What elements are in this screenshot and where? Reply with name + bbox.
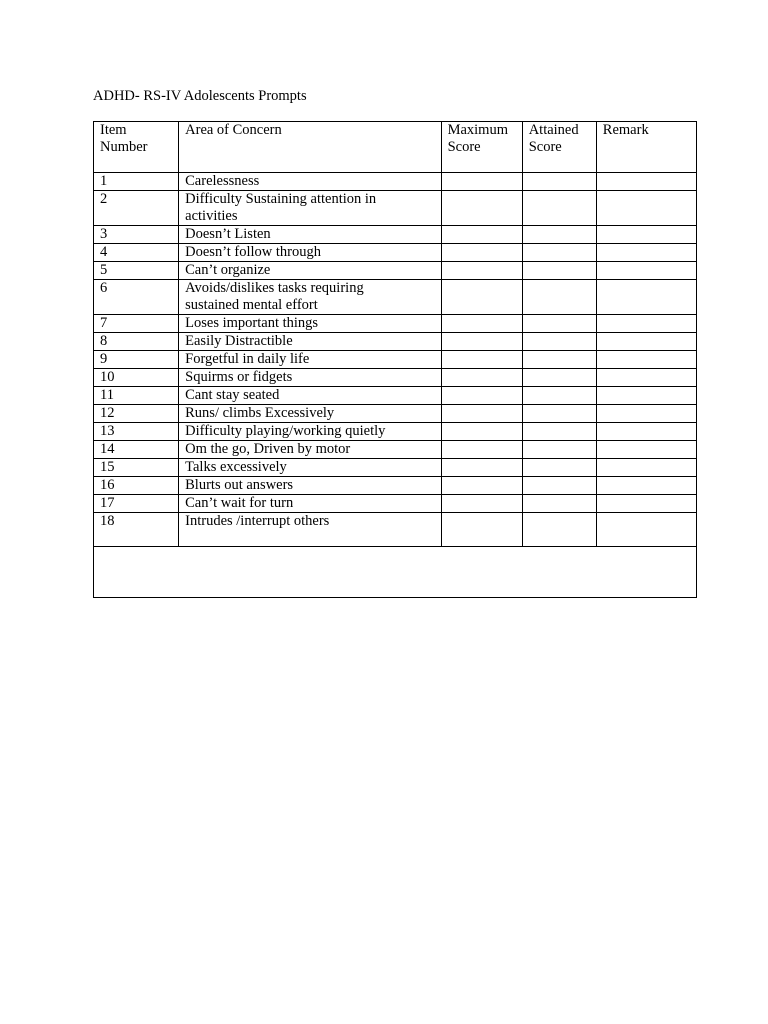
maximum-score-cell[interactable] [441,351,522,369]
remark-cell[interactable] [596,423,696,441]
remark-cell[interactable] [596,315,696,333]
table-footer-row [94,547,697,598]
area-of-concern-cell [179,423,441,441]
area-of-concern-cell [179,441,441,459]
attained-score-cell[interactable] [522,351,596,369]
attained-score-cell[interactable] [522,369,596,387]
header-area-of-concern: Area of Concern [179,122,441,173]
area-of-concern-cell [179,369,441,387]
area-of-concern-text: Runs/ climbs Excessively [185,405,335,421]
remark-cell[interactable] [596,477,696,495]
area-of-concern-text: Squirms or fidgets [185,369,293,385]
item-number-cell: 14 [94,441,179,459]
item-number-cell: 9 [94,351,179,369]
item-number-cell: 15 [94,459,179,477]
table-row [94,280,697,315]
area-of-concern-cell [179,495,441,513]
area-of-concern-cell [179,173,441,191]
attained-score-cell[interactable] [522,459,596,477]
table-row [94,262,697,280]
area-of-concern-cell [179,405,441,423]
attained-score-cell[interactable] [522,226,596,244]
area-of-concern-cell [179,280,441,315]
item-number-cell: 17 [94,495,179,513]
area-of-concern-text: Easily Distractible [185,333,293,349]
remark-cell[interactable] [596,280,696,315]
table-row [94,315,697,333]
remark-cell[interactable] [596,459,696,477]
header-item-number-line-1: Item [100,122,127,138]
area-of-concern-text: Om the go, Driven by motor [185,441,351,457]
area-of-concern-text: Difficulty playing/working quietly [185,423,386,439]
maximum-score-cell[interactable] [441,477,522,495]
area-of-concern-text: Difficulty Sustaining attention in [185,191,377,207]
maximum-score-cell[interactable] [441,495,522,513]
item-number-cell: 8 [94,333,179,351]
area-of-concern-cell [179,459,441,477]
item-number-cell: 5 [94,262,179,280]
remark-cell[interactable] [596,191,696,226]
table-row [94,173,697,191]
item-number-cell: 6 [94,280,179,315]
maximum-score-cell[interactable] [441,405,522,423]
attained-score-cell[interactable] [522,315,596,333]
assessment-table [93,121,697,598]
maximum-score-cell[interactable] [441,315,522,333]
remark-cell[interactable] [596,513,696,547]
table-row [94,477,697,495]
maximum-score-cell[interactable] [441,387,522,405]
maximum-score-cell[interactable] [441,369,522,387]
attained-score-cell[interactable] [522,387,596,405]
attained-score-cell[interactable] [522,333,596,351]
area-of-concern-text: sustained mental effort [185,297,318,313]
remark-cell[interactable] [596,333,696,351]
remark-cell[interactable] [596,351,696,369]
item-number-cell: 3 [94,226,179,244]
maximum-score-cell[interactable] [441,191,522,226]
area-of-concern-text: Doesn’t Listen [185,226,271,242]
area-of-concern-text: Talks excessively [185,459,287,475]
area-of-concern-text: Avoids/dislikes tasks requiring [185,280,364,296]
area-of-concern-cell [179,477,441,495]
area-of-concern-text: Cant stay seated [185,387,280,403]
document-title: ADHD- RS-IV Adolescents Prompts [93,88,307,104]
maximum-score-cell[interactable] [441,513,522,547]
remark-cell[interactable] [596,173,696,191]
area-of-concern-text: activities [185,208,238,224]
area-of-concern-text: Carelessness [185,173,260,189]
area-of-concern-text: Loses important things [185,315,319,331]
header-maximum-score [441,122,522,173]
header-attained-score-line-2: Score [528,139,562,155]
maximum-score-cell[interactable] [441,173,522,191]
header-attained-score [522,122,596,173]
header-remark: Remark [596,122,696,173]
table-row [94,513,697,547]
area-of-concern-cell [179,315,441,333]
area-of-concern-text: Blurts out answers [185,477,294,493]
header-item-number [94,122,179,173]
item-number-cell: 13 [94,423,179,441]
header-attained-score-line-1: Attained [528,122,579,138]
item-number-cell: 12 [94,405,179,423]
table-row [94,441,697,459]
table-row [94,423,697,441]
remark-cell[interactable] [596,441,696,459]
area-of-concern-cell [179,351,441,369]
maximum-score-cell[interactable] [441,280,522,315]
header-maximum-score-line-1: Maximum [447,122,508,138]
maximum-score-cell[interactable] [441,423,522,441]
maximum-score-cell[interactable] [441,226,522,244]
item-number-cell: 1 [94,173,179,191]
area-of-concern-cell [179,244,441,262]
table-row [94,351,697,369]
table-row [94,226,697,244]
attained-score-cell[interactable] [522,173,596,191]
maximum-score-cell[interactable] [441,459,522,477]
attained-score-cell[interactable] [522,513,596,547]
item-number-cell: 4 [94,244,179,262]
maximum-score-cell[interactable] [441,333,522,351]
area-of-concern-cell [179,387,441,405]
area-of-concern-cell [179,226,441,244]
table-row [94,459,697,477]
area-of-concern-text: Can’t wait for turn [185,495,294,511]
remark-cell[interactable] [596,262,696,280]
item-number-cell: 10 [94,369,179,387]
item-number-cell: 11 [94,387,179,405]
item-number-cell: 16 [94,477,179,495]
table-row [94,191,697,226]
area-of-concern-text: Can’t organize [185,262,271,278]
maximum-score-cell[interactable] [441,262,522,280]
area-of-concern-text: Doesn’t follow through [185,244,322,260]
attained-score-cell[interactable] [522,244,596,262]
remark-cell[interactable] [596,369,696,387]
area-of-concern-text: Intrudes /interrupt others [185,513,330,529]
remark-cell[interactable] [596,405,696,423]
attained-score-cell[interactable] [522,262,596,280]
item-number-cell: 18 [94,513,179,547]
table-header-row [94,122,697,173]
remark-cell[interactable] [596,226,696,244]
table-row [94,244,697,262]
table-row [94,369,697,387]
attained-score-cell[interactable] [522,441,596,459]
attained-score-cell[interactable] [522,495,596,513]
table-row [94,333,697,351]
area-of-concern-cell [179,333,441,351]
attained-score-cell[interactable] [522,423,596,441]
maximum-score-cell[interactable] [441,244,522,262]
table-row [94,495,697,513]
attained-score-cell[interactable] [522,477,596,495]
remark-cell[interactable] [596,495,696,513]
remark-cell[interactable] [596,387,696,405]
table-row [94,405,697,423]
remark-cell[interactable] [596,244,696,262]
area-of-concern-cell [179,513,441,547]
item-number-cell: 2 [94,191,179,226]
area-of-concern-cell [179,262,441,280]
attained-score-cell[interactable] [522,191,596,226]
table-row [94,387,697,405]
attained-score-cell[interactable] [522,280,596,315]
footer-cell[interactable] [94,547,697,598]
header-item-number-line-2: Number [100,139,148,155]
header-maximum-score-line-2: Score [447,139,481,155]
maximum-score-cell[interactable] [441,441,522,459]
attained-score-cell[interactable] [522,405,596,423]
area-of-concern-cell [179,191,441,226]
area-of-concern-text: Forgetful in daily life [185,351,310,367]
item-number-cell: 7 [94,315,179,333]
